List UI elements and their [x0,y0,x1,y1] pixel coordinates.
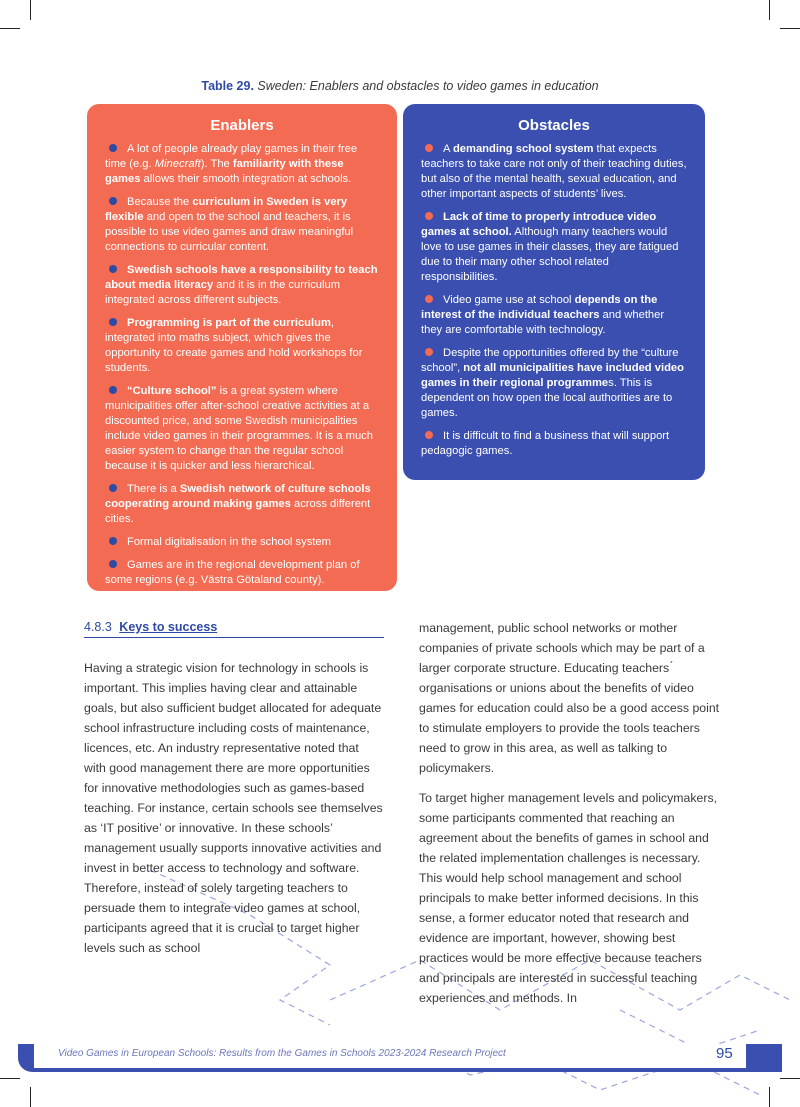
bullet-icon [109,318,117,326]
enablers-item [105,316,379,376]
right-column [419,618,721,1018]
bullet-icon [109,560,117,568]
enablers-item-text: Programming is part of the curriculum [127,317,331,329]
enablers-item-text: Swedish schools have a responsibility to teach about media literacy [105,264,378,291]
obstacles-item-text: Despite the opportunities offered by the “culture school”, [421,347,679,374]
left-column [84,658,384,968]
obstacles-item-text: not all municipalities have included video games in their regional programme [421,362,684,389]
enablers-item-text: “Culture school” [127,385,217,397]
section-heading [84,620,384,638]
bullet-icon [425,431,433,439]
obstacles-item-text: and whether they are comfortable with technology. [421,309,665,336]
enablers-item [105,195,379,255]
enablers-item [105,142,379,187]
crop-mark [30,0,31,20]
crop-mark [30,1087,31,1107]
section-title: Keys to success [119,620,218,634]
obstacles-item-text: It is difficult to find a business that will support pedagogic games. [421,430,670,457]
crop-mark [0,1078,20,1079]
crop-mark [769,1087,770,1107]
paragraph: To target higher management levels and policymakers, some participants commented that reaching an agreement about the benefits of games in school and the related implementation challenges is necessary. This would help school management and school principals to make better informed decisions. In this sense, a former educator noted that research and evidence are important, however, showing best practices would be more effective because teachers and principals are interested in successful teaching experiences and methods. In [419,791,718,1005]
enablers-item-text: A lot of people already play games in their free time (e.g. [105,143,358,170]
enablers-item [105,482,379,527]
paragraph: management, public school networks or mother companies of private schools which may be part of a larger corporate structure. Educating teachers ́ organisations or unions about the benefits of video games for education could also be a good access point to stimulate employers to provide the tools teachers need to grow in this area, as well as talking to policymakers. [419,621,720,775]
enablers-item [105,263,379,308]
obstacles-item-text: Lack of time to properly introduce video games at school. [421,211,657,238]
enablers-item-text: Minecraft [154,158,201,170]
footer-text: Video Games in European Schools: Results from the Games in Schools 2023-2024 Research Project [58,1048,506,1059]
enablers-item [105,384,379,474]
enablers-item-text: Formal digitalisation in the school system [127,536,331,548]
enablers-item-text: Swedish network of culture schools cooperating around making games [105,483,371,510]
enablers-item-text: ). The [200,158,233,170]
table-caption [0,79,800,93]
obstacles-item [421,293,687,338]
table-number: Table 29. [201,79,254,93]
obstacles-item-text: Although many teachers would love to use games in their classes, they are fatigued due to their many other school related responsibilities. [421,226,679,283]
enablers-item-text: and open to the school and teachers, it is possible to use video games and draw meaningful connections to curricular content. [105,211,354,253]
obstacles-item-text: depends on the interest of the individual teachers [421,294,658,321]
enablers-item [105,558,379,588]
obstacles-title: Obstacles [518,117,590,134]
bullet-icon [109,537,117,545]
crop-mark [0,28,20,29]
crop-mark [769,0,770,20]
enablers-item-text: Games are in the regional development plan of some regions (e.g. Västra Götaland county). [105,559,360,586]
page-number: 95 [716,1045,733,1062]
section-number: 4.8.3 [84,620,112,634]
obstacles-item [421,346,687,421]
enablers-item-text: Because the [127,196,193,208]
obstacles-item-text: A [443,143,453,155]
bullet-icon [425,144,433,152]
bullet-icon [425,348,433,356]
bullet-icon [425,212,433,220]
enablers-list [105,142,379,588]
crop-mark [780,28,800,29]
enablers-item-text: allows their smooth integration at schools. [140,173,352,185]
enablers-item-text: and it is in the curriculum integrated across different subjects. [105,279,341,306]
bullet-icon [109,144,117,152]
paragraph: Having a strategic vision for technology in schools is important. This implies having clear and attainable goals, but also sufficient budget allocated for adequate school infrastructure including costs of maintenance, licences, etc. An industry representative noted that with good management there are more opportunities for innovative methodologies such as games-based teaching. For instance, certain schools see themselves as ‘IT positive’ or innovative. In these schools’ management usually supports innovative activities and invest in better access to technology and software. Therefore, instead of solely targeting teachers to persuade them to integrate video games at school, participants agreed that it is crucial to target higher levels such as school [84,661,383,955]
enablers-title: Enablers [210,117,274,134]
bullet-icon [109,265,117,273]
enablers-item-text: familiarity with these games [105,158,344,185]
enablers-item-text: There is a [127,483,180,495]
bullet-icon [109,197,117,205]
bullet-icon [425,295,433,303]
enablers-item-text: curriculum in Sweden is very flexible [105,196,348,223]
obstacles-item [421,142,687,202]
obstacles-list [421,142,687,459]
obstacles-item [421,210,687,285]
table-title: Sweden: Enablers and obstacles to video games in education [257,79,599,93]
obstacles-item [421,429,687,459]
enablers-item [105,535,379,550]
obstacles-item-text: Video game use at school [443,294,575,306]
enablers-item-text: across different cities. [105,498,371,525]
obstacles-box [403,104,705,480]
bullet-icon [109,386,117,394]
obstacles-item-text: demanding school system [452,143,594,155]
enablers-box [87,104,397,591]
enablers-item-text: , integrated into maths subject, which gives the opportunity to create games and hold workshops for students. [105,317,363,374]
bullet-icon [109,484,117,492]
enablers-item-text: is a great system where municipalities offer after-school creative activities at a discounted price, and some Swedish municipalities include video games in their programmes. It is a much easier system to change than the regular school because it is quicker and less hierarchical. [105,385,373,472]
crop-mark [780,1078,800,1079]
obstacles-item-text: that expects teachers to take care not only of their teaching duties, but also of the mental health, sexual education, and other important aspects of students’ lives. [421,143,687,200]
obstacles-item-text: s. This is dependent on how open the local authorities are to games. [421,377,673,419]
